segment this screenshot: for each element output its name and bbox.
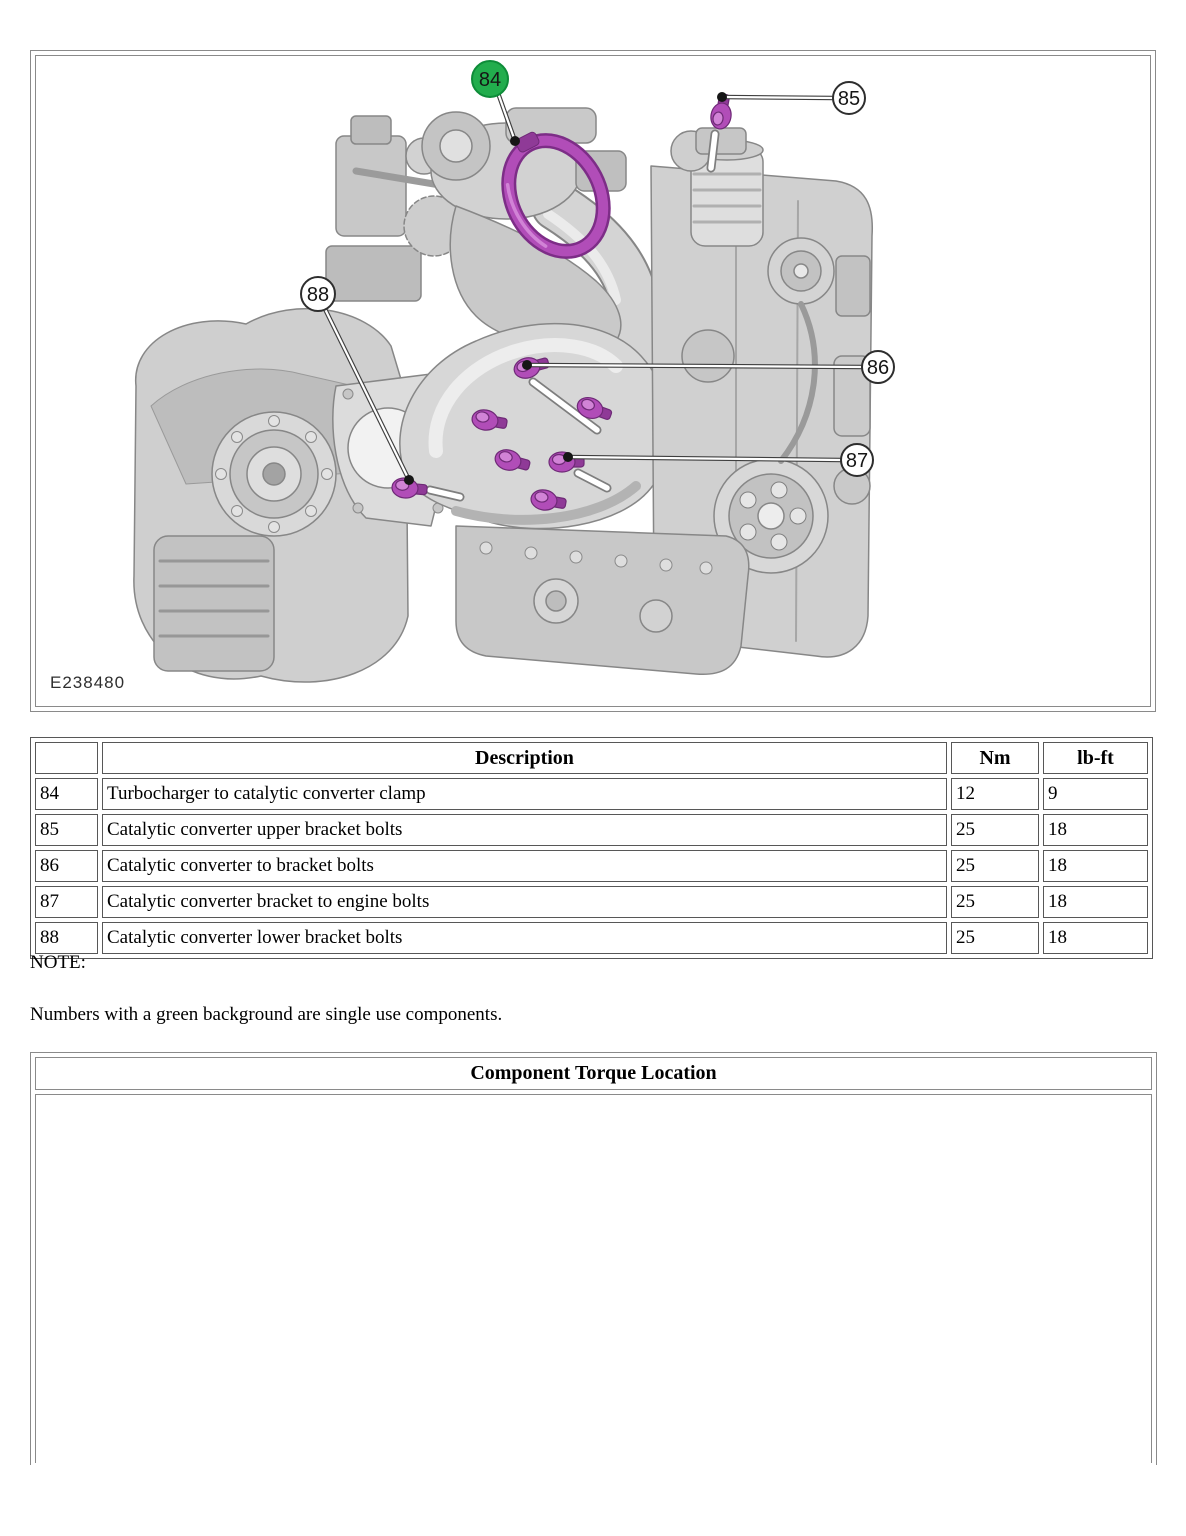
row-num: 88 (35, 922, 98, 954)
figure-frame (35, 55, 1151, 707)
header-description: Description (102, 742, 947, 774)
row-lbft: 9 (1043, 778, 1148, 810)
table-row (35, 814, 1148, 846)
callout-85-badge (833, 82, 865, 114)
figure-box (30, 50, 1156, 712)
torque-spec-table (30, 737, 1153, 959)
row-lbft: 18 (1043, 814, 1148, 846)
note-label: NOTE: (30, 952, 86, 973)
row-description: Catalytic converter bracket to engine bolts (102, 886, 947, 918)
section-body-empty (35, 1094, 1152, 1463)
callout-88-badge (301, 277, 335, 311)
row-nm: 25 (951, 886, 1039, 918)
table-row (35, 886, 1148, 918)
callout-86-leader (527, 365, 863, 367)
oil-sump (456, 526, 749, 674)
row-description: Catalytic converter upper bracket bolts (102, 814, 947, 846)
table-row (35, 922, 1148, 954)
row-lbft: 18 (1043, 886, 1148, 918)
figure-id-label: E238480 (50, 673, 126, 692)
engine-illustration (134, 93, 872, 682)
callout-85-leader (722, 97, 834, 98)
callout-87-dot (563, 452, 573, 462)
callout-85-dot (717, 92, 727, 102)
callout-87-label: 87 (845, 450, 869, 472)
row-description: Catalytic converter lower bracket bolts (102, 922, 947, 954)
row-lbft: 18 (1043, 850, 1148, 882)
callout-88-dot (404, 475, 414, 485)
section-title: Component Torque Location (35, 1057, 1152, 1090)
row-description: Turbocharger to catalytic converter clamp (102, 778, 947, 810)
callout-86-label: 86 (866, 357, 890, 379)
torque-header-row (35, 742, 1148, 774)
row-num: 86 (35, 850, 98, 882)
callout-86-dot (522, 360, 532, 370)
header-nm: Nm (951, 742, 1039, 774)
table-row (35, 850, 1148, 882)
callout-87-leader (568, 457, 841, 460)
callout-84-label: 84 (478, 69, 502, 91)
row-nm: 25 (951, 922, 1039, 954)
row-description: Catalytic converter to bracket bolts (102, 850, 947, 882)
note-text: Numbers with a green background are single use components. (30, 1004, 503, 1025)
callout-85-label: 85 (837, 88, 861, 110)
callout-86-badge (862, 351, 894, 383)
component-torque-location-box (30, 1052, 1157, 1465)
callout-87-badge (841, 444, 873, 476)
row-num: 87 (35, 886, 98, 918)
header-num (35, 742, 98, 774)
callout-88-label: 88 (306, 284, 330, 306)
callout-84-dot (510, 136, 520, 146)
row-nm: 25 (951, 814, 1039, 846)
row-nm: 25 (951, 850, 1039, 882)
row-num: 84 (35, 778, 98, 810)
row-num: 85 (35, 814, 98, 846)
table-row (35, 778, 1148, 810)
callout-84-badge (472, 61, 508, 97)
row-lbft: 18 (1043, 922, 1148, 954)
header-lbft: lb-ft (1043, 742, 1148, 774)
row-nm: 12 (951, 778, 1039, 810)
